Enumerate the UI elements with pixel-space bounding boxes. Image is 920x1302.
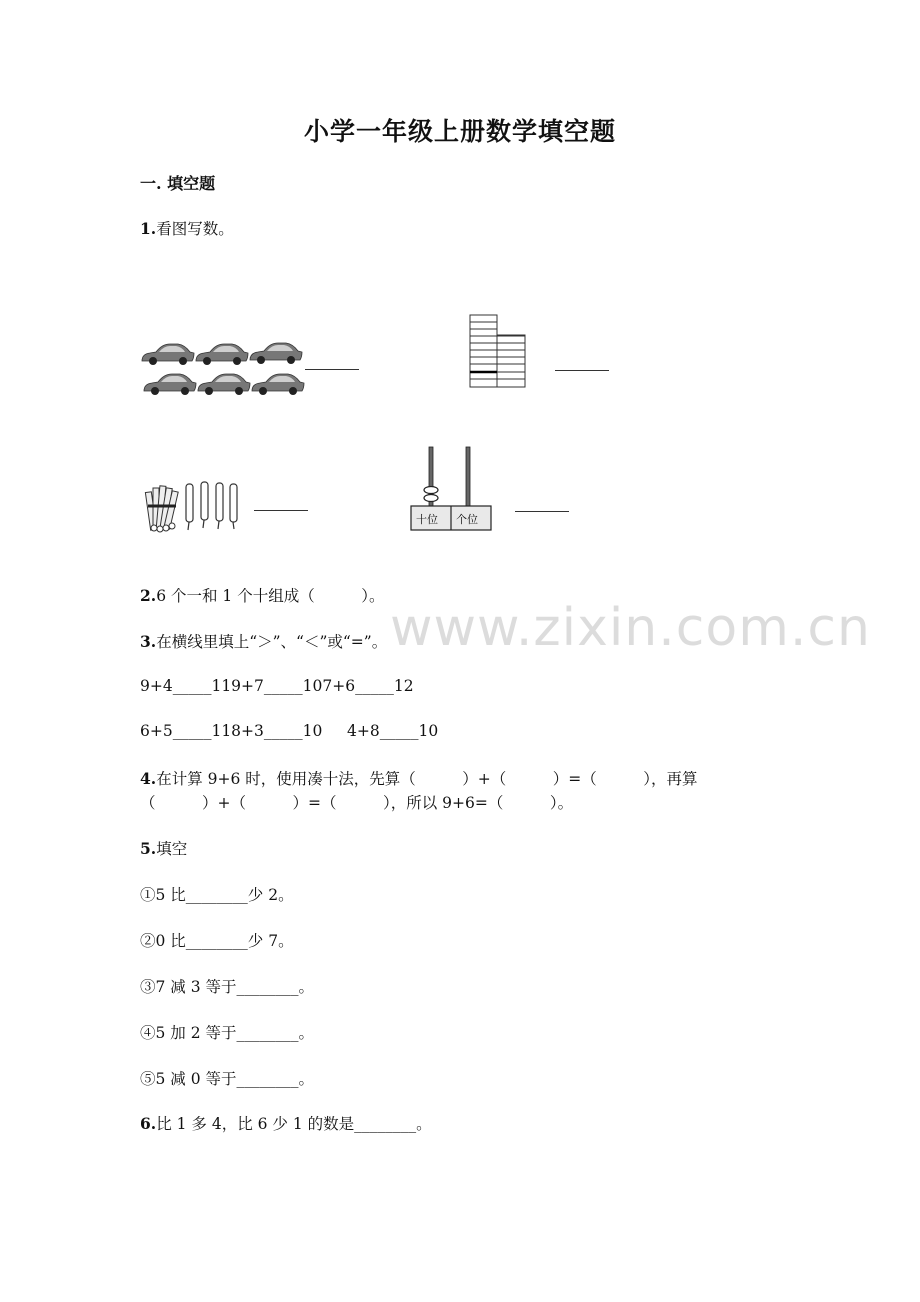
abacus-image — [410, 446, 494, 534]
question-number: 4. — [140, 769, 157, 788]
counting-sticks-image — [140, 478, 240, 536]
question-4-line-2: （ ）+（ ）=（ ），所以 9+6=（ ）。 — [140, 794, 574, 812]
answer-blank[interactable] — [555, 370, 609, 371]
stacked-blocks-image — [469, 314, 529, 388]
question-3 — [140, 630, 387, 652]
question-text: 在横线里填上“＞”、“＜”或“=”。 — [156, 633, 388, 651]
question-number: 6. — [140, 1114, 157, 1133]
fill-item: ④5 加 2 等于________。 — [140, 1024, 315, 1042]
fill-item: ②0 比________少 7。 — [140, 932, 294, 950]
question-number: 3. — [140, 632, 157, 651]
question-text: 填空 — [156, 840, 188, 858]
fill-item: ③7 减 3 等于________。 — [140, 978, 315, 996]
watermark: www.zixin.com.cn — [390, 598, 871, 658]
question-1 — [140, 217, 234, 239]
fill-item: ⑤5 减 0 等于________。 — [140, 1070, 315, 1088]
answer-blank[interactable] — [254, 510, 308, 511]
page-title: 小学一年级上册数学填空题 — [303, 117, 616, 146]
question-4 — [140, 767, 697, 789]
section-heading: 一. 填空题 — [140, 174, 216, 193]
answer-blank[interactable] — [515, 511, 569, 512]
cars-image — [138, 336, 308, 400]
comparison-row-2: 6+5_____118+3_____10 4+8_____10 — [140, 722, 439, 740]
question-text: 6 个一和 1 个十组成（ ）。 — [156, 587, 385, 605]
question-text: 在计算 9+6 时，使用凑十法，先算（ ）+（ ）=（ ），再算 — [156, 770, 698, 788]
abacus-label-ones: 个位 — [456, 513, 478, 526]
question-number: 1. — [140, 219, 157, 238]
question-6 — [140, 1112, 432, 1134]
question-5 — [140, 837, 187, 859]
answer-blank[interactable] — [305, 369, 359, 370]
fill-item: ①5 比________少 2。 — [140, 886, 294, 904]
question-text: 看图写数。 — [156, 220, 234, 238]
abacus-label-tens: 十位 — [416, 513, 438, 526]
question-number: 2. — [140, 586, 157, 605]
question-number: 5. — [140, 839, 157, 858]
question-text: 比 1 多 4，比 6 少 1 的数是________。 — [156, 1115, 432, 1133]
question-2 — [140, 584, 384, 606]
comparison-row-1: 9+4_____119+7_____107+6_____12 — [140, 677, 414, 695]
